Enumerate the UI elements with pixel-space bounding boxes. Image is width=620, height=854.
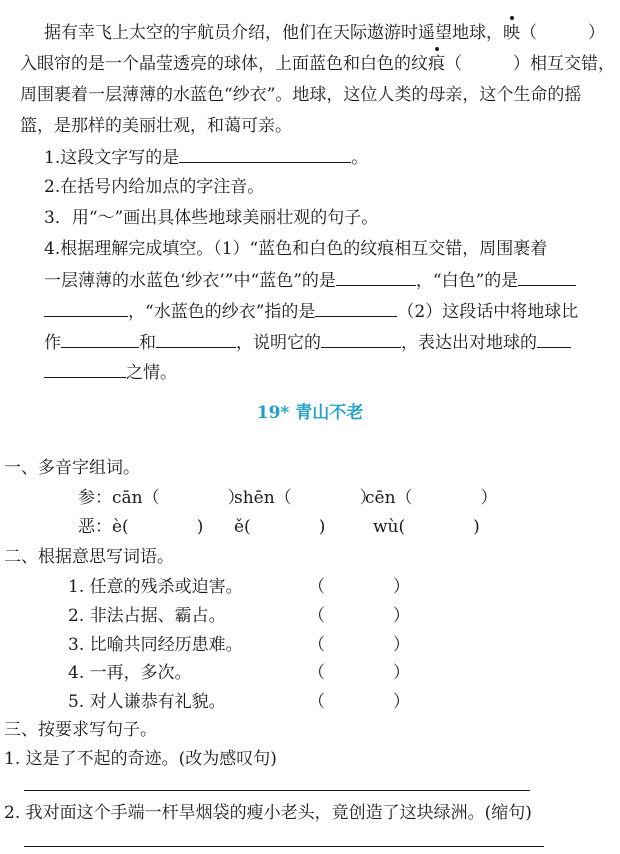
question-4-line-5 xyxy=(44,361,177,384)
definition-item: 3. 比喻共同经历患难。 xyxy=(68,635,243,655)
section-1-heading: 一、多音字组词。 xyxy=(4,458,140,478)
passage-line-2 xyxy=(20,53,615,75)
answer-paren[interactable]: （ ） xyxy=(308,635,410,655)
question-text: 1.这段文字写的是 xyxy=(44,148,180,168)
answer-blank[interactable] xyxy=(44,361,126,378)
question-1 xyxy=(44,146,368,169)
question-text: （2）这段话中将地球比 xyxy=(397,302,579,322)
definition-item: 4. 一再，多次。 xyxy=(68,663,192,683)
passage-text: 据有幸飞上太空的宇航员介绍，他们在天际遨游时遥望地球， xyxy=(44,23,503,43)
answer-paren[interactable]: （ ） xyxy=(520,23,605,43)
polyphone-row-can xyxy=(78,487,245,509)
polyphone-char: 参： xyxy=(78,488,112,508)
lesson-title: 19* 青山不老 xyxy=(256,403,364,423)
question-text: 之情。 xyxy=(126,363,177,383)
pinyin-blank[interactable]: cān（ ） xyxy=(112,488,245,508)
passage-text: 入眼帘的是一个晶莹透亮的球体，上面蓝色和白色的纹 xyxy=(20,54,428,74)
sentence-task-2: 2. 我对面这个手端一杆旱烟袋的瘦小老头，竟创造了这块绿洲。(缩句) xyxy=(4,803,532,823)
answer-blank[interactable] xyxy=(44,300,128,317)
question-text: 。 xyxy=(351,148,369,168)
answer-blank[interactable] xyxy=(321,331,401,348)
dotted-char-ying: 映 xyxy=(503,23,520,43)
answer-blank[interactable] xyxy=(61,331,139,348)
section-2-heading: 二、根据意思写词语。 xyxy=(4,547,174,567)
question-text: 和 xyxy=(139,333,156,353)
answer-line[interactable] xyxy=(24,846,544,847)
question-text: ，“水蓝色的纱衣”指的是 xyxy=(128,302,316,322)
question-3: 3．用“～”画出具体些地球美丽壮观的句子。 xyxy=(44,208,379,228)
question-4-line-4 xyxy=(44,331,571,354)
answer-line[interactable] xyxy=(24,790,530,791)
answer-paren[interactable]: （ ） xyxy=(308,606,410,626)
passage-line-3: 周围裹着一层薄薄的水蓝色“纱衣”。地球，这位人类的母亲，这个生命的摇 xyxy=(20,85,582,105)
question-4-line-2 xyxy=(44,269,576,292)
answer-blank[interactable] xyxy=(537,331,571,348)
answer-paren[interactable]: （ ） xyxy=(308,663,410,683)
question-text: 作 xyxy=(44,333,61,353)
answer-blank[interactable] xyxy=(179,146,351,163)
pinyin-blank[interactable]: ě( ) xyxy=(234,517,326,537)
passage-line-4: 篮，是那样的美丽壮观，和蔼可亲。 xyxy=(20,116,292,136)
answer-paren[interactable]: （ ） xyxy=(308,577,410,597)
question-text: ，“白色”的是 xyxy=(415,271,519,291)
question-2: 2.在括号内给加点的字注音。 xyxy=(44,177,265,197)
answer-blank[interactable] xyxy=(518,269,576,286)
question-text: ，说明它的 xyxy=(236,333,321,353)
pinyin-blank[interactable]: cēn（ ） xyxy=(365,488,498,508)
polyphone-row-e xyxy=(78,516,203,538)
passage-line-1 xyxy=(44,22,605,44)
answer-paren[interactable]: （ ）相互交错， xyxy=(445,54,615,74)
definition-item: 2. 非法占据、霸占。 xyxy=(68,606,226,626)
definition-item: 1. 任意的残杀或迫害。 xyxy=(68,577,243,597)
question-4-line-1: 4.根据理解完成填空。（1）“蓝色和白色的纹痕相互交错，周围裹着 xyxy=(44,239,548,259)
answer-blank[interactable] xyxy=(336,269,416,286)
answer-blank[interactable] xyxy=(315,300,397,317)
question-4-line-3 xyxy=(44,300,578,323)
question-text: ，表达出对地球的 xyxy=(401,333,537,353)
pinyin-blank[interactable]: wù( ) xyxy=(373,517,480,537)
pinyin-blank[interactable]: shēn（ ） xyxy=(234,488,377,508)
answer-blank[interactable] xyxy=(156,331,236,348)
polyphone-char: 恶： xyxy=(78,517,112,537)
dotted-char-hen: 痕 xyxy=(428,54,445,74)
sentence-task-1: 1. 这是了不起的奇迹。(改为感叹句) xyxy=(4,749,277,769)
pinyin-blank[interactable]: è( ) xyxy=(112,517,204,537)
definition-item: 5. 对人谦恭有礼貌。 xyxy=(68,692,226,712)
answer-paren[interactable]: （ ） xyxy=(308,692,410,712)
section-3-heading: 三、按要求写句子。 xyxy=(4,720,157,740)
question-text: 一层薄薄的水蓝色‘纱衣’”中“蓝色”的是 xyxy=(44,271,336,291)
